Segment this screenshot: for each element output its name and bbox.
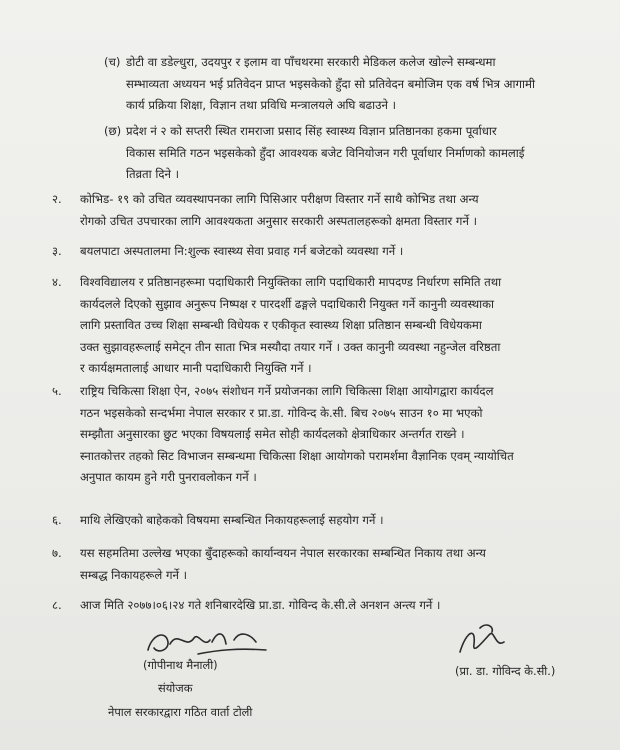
item-number: ७. (52, 546, 62, 560)
text-line: कार्य प्रक्रिया शिक्षा, विज्ञान तथा प्रविधि मन्त्रालयले अघि बढाउने । (126, 98, 397, 112)
text-line: आज मिति २०७७।०६।२४ गते शनिबारदेखि प्रा.डा. गोविन्द के.सी.ले अनशन अन्त्य गर्ने । (80, 598, 441, 612)
text-line: र कार्यक्षमतालाई आधार मानी पदाधिकारी नियुक्ति गर्ने । (80, 361, 312, 375)
item-6 (52, 510, 558, 532)
item-number: ३. (52, 244, 62, 258)
left-signatory-role: संयोजक (158, 681, 193, 695)
text-line: बयलपाटा अस्पतालमा नि:शुल्क स्वास्थ्य सेवा प्रवाह गर्न बजेटको व्यवस्था गर्ने । (80, 244, 404, 258)
item-number: ८. (52, 598, 62, 612)
text-line: विकास समिति गठन भइसकेको हुँदा आवश्यक बजेट विनियोजन गरी पूर्वाधार निर्माणको कामलाई (126, 145, 525, 160)
sub-item-cha (104, 52, 564, 117)
item-number: ५. (52, 384, 62, 398)
right-signature-mark (450, 618, 530, 666)
text-line: तिव्रता दिने । (126, 167, 180, 181)
item-7 (52, 543, 558, 586)
left-signatory-org: नेपाल सरकारद्वारा गठित वार्ता टोली (108, 705, 253, 719)
item-number: २. (52, 192, 62, 206)
right-signatory-name: (प्रा. डा. गोविन्द के.सी.) (455, 664, 556, 678)
text-line: राष्ट्रिय चिकित्सा शिक्षा ऐन, २०७५ संशोधन गर्ने प्रयोजनका लागि चिकित्सा शिक्षा आयोगद्वारा कार्यदल (80, 384, 494, 398)
item-number: ६. (52, 513, 62, 527)
sub-item-marker: (छ) (104, 124, 122, 138)
text-line: माथि लेखिएको बाहेकको विषयमा सम्बन्धित निकायहरूलाई सहयोग गर्ने । (80, 513, 384, 527)
item-3 (52, 241, 558, 263)
item-8 (52, 595, 558, 617)
text-line: कार्यदलले दिएको सुझाव अनुरूप निष्पक्ष र पारदर्शी ढङ्गले पदाधिकारी नियुक्त गर्ने कानुनी व्यवस्थाका (80, 296, 495, 311)
sub-item-chha (104, 121, 564, 186)
item-2 (52, 189, 558, 232)
text-line: स्नातकोत्तर तहको सिट विभाजन सम्बन्धमा चिकित्सा शिक्षा आयोगको परामर्शमा वैज्ञानिक एवम् न्यायोचित (80, 448, 514, 463)
text-line: सम्बद्ध निकायहरूले गर्ने । (80, 567, 187, 582)
text-line: अनुपात कायम हुने गरी पुनरावलोकन गर्ने । (80, 470, 257, 484)
item-number: ४. (52, 275, 62, 289)
text-line: प्रदेश नं २ को सप्तरी स्थित रामराजा प्रसाद सिंह स्वास्थ्य विज्ञान प्रतिष्ठानका हकमा पूर्वाधार (126, 124, 497, 138)
sub-item-marker: (च) (104, 55, 121, 69)
text-line: कोभिड- १९ को उचित व्यवस्थापनका लागि पिसिआर परीक्षण विस्तार गर्ने साथै कोभिड तथा अन्य (80, 192, 479, 206)
text-line: डोटी वा डडेल्धुरा, उदयपुर र इलाम वा पाँचथरमा सरकारी मेडिकल कलेज खोल्ने सम्बन्धमा (126, 55, 496, 69)
text-line: गठन भइसकेको सन्दर्भमा नेपाल सरकार र प्रा.डा. गोविन्द के.सी. बिच २०७५ साउन १० मा भएको (80, 405, 483, 420)
text-line: रोगको उचित उपचारका लागि आवश्यकता अनुसार सरकारी अस्पतालहरूको क्षमता विस्तार गर्ने । (80, 213, 477, 228)
text-line: उक्त सुझावहरूलाई समेट्न तीन साता भित्र मस्यौदा तयार गर्ने । उक्त कानुनी व्यवस्था नहुन्जेल वरिष्ठता (80, 339, 501, 354)
item-5 (52, 381, 558, 489)
text-line: सम्भाव्यता अध्ययन भई प्रतिवेदन प्राप्त भइसकेको हुँदा सो प्रतिवेदन बमोजिम एक वर्ष भित्र आगामी (126, 76, 535, 91)
text-line: सम्झौता अनुसारका छुट भएका विषयलाई समेत सोही कार्यदलको क्षेत्राधिकार अन्तर्गत राख्ने । (80, 427, 465, 441)
text-line: यस सहमतिमा उल्लेख भएका बुँदाहरूको कार्यान्वयन नेपाल सरकारका सम्बन्धित निकाय तथा अन्य (80, 546, 486, 560)
text-line: विश्वविद्यालय र प्रतिष्ठानहरूमा पदाधिकारी नियुक्तिका लागि पदाधिकारी मापदण्ड निर्धारण समिति तथा (80, 275, 502, 289)
text-line: लागि प्रस्तावित उच्च शिक्षा सम्बन्धी विधेयक र एकीकृत स्वास्थ्य शिक्षा प्रतिष्ठान सम्बन्धी विधेयकमा (80, 318, 482, 332)
left-signatory-name: (गोपीनाथ मैनाली) (143, 658, 218, 672)
item-4 (52, 272, 558, 380)
